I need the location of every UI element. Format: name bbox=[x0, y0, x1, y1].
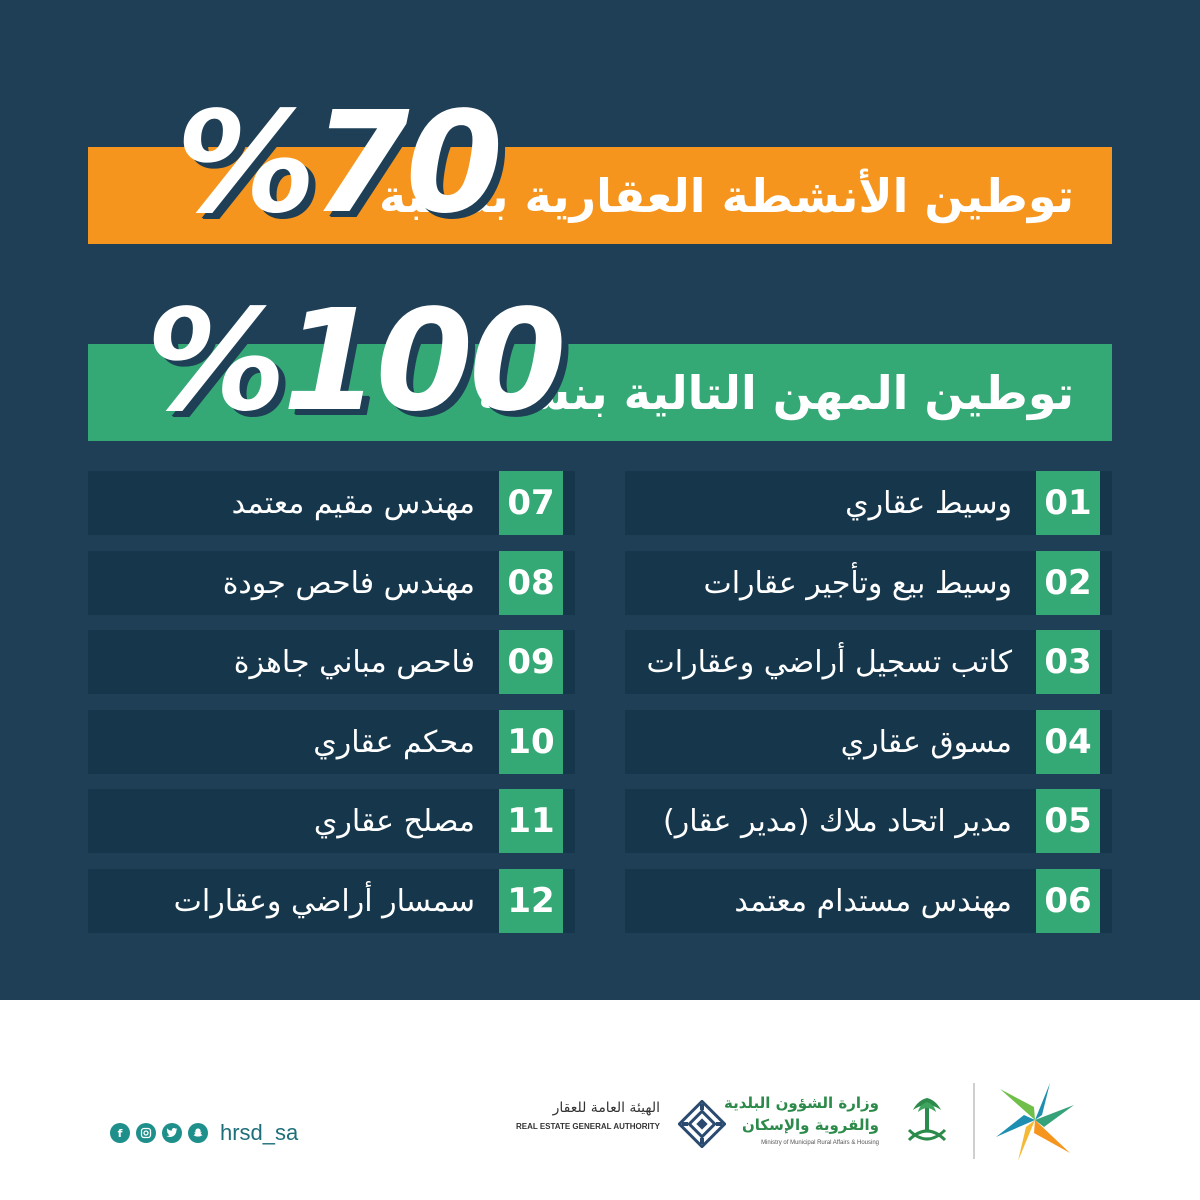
profession-number: 06 bbox=[1036, 869, 1100, 933]
profession-item bbox=[88, 710, 575, 774]
ministry-logo-block bbox=[723, 1088, 957, 1158]
rega-logo-icon bbox=[678, 1100, 726, 1148]
snapchat-icon[interactable] bbox=[188, 1123, 208, 1143]
profession-item bbox=[625, 630, 1112, 694]
social-handle[interactable]: hrsd_sa bbox=[220, 1120, 299, 1145]
profession-item bbox=[625, 789, 1112, 853]
profession-number: 12 bbox=[499, 869, 563, 933]
profession-label: مدير اتحاد ملاك (مدير عقار) bbox=[663, 803, 1012, 839]
profession-label: مسوق عقاري bbox=[840, 724, 1012, 760]
profession-label: كاتب تسجيل أراضي وعقارات bbox=[646, 644, 1012, 680]
profession-number: 11 bbox=[499, 789, 563, 853]
profession-item bbox=[88, 471, 575, 535]
twitter-icon[interactable] bbox=[162, 1123, 182, 1143]
profession-number: 01 bbox=[1036, 471, 1100, 535]
profession-item bbox=[625, 869, 1112, 933]
profession-number: 09 bbox=[499, 630, 563, 694]
profession-label: مهندس فاحص جودة bbox=[222, 565, 475, 601]
percent-70: %70 bbox=[176, 82, 500, 245]
profession-label: وسيط بيع وتأجير عقارات bbox=[703, 565, 1012, 601]
profession-number: 08 bbox=[499, 551, 563, 615]
ministry-arabic-line2: والقروية والإسكان bbox=[741, 1116, 879, 1134]
profession-number: 07 bbox=[499, 471, 563, 535]
profession-number: 10 bbox=[499, 710, 563, 774]
profession-item bbox=[88, 789, 575, 853]
facebook-icon[interactable]: f bbox=[110, 1123, 130, 1143]
profession-label: محكم عقاري bbox=[313, 724, 475, 760]
profession-number: 05 bbox=[1036, 789, 1100, 853]
ministry-arabic-line1: وزارة الشؤون البلدية bbox=[723, 1094, 879, 1112]
profession-item bbox=[625, 710, 1112, 774]
profession-label: وسيط عقاري bbox=[845, 485, 1012, 521]
saudi-emblem-icon bbox=[897, 1092, 957, 1152]
rega-arabic-name: الهيئة العامة للعقار bbox=[552, 1100, 660, 1116]
profession-item bbox=[625, 551, 1112, 615]
profession-item bbox=[625, 471, 1112, 535]
banner-activities-text: توطين الأنشطة العقارية بنسبة bbox=[378, 168, 1074, 223]
rega-english-name: REAL ESTATE GENERAL AUTHORITY bbox=[515, 1122, 660, 1131]
profession-item bbox=[88, 551, 575, 615]
profession-number: 02 bbox=[1036, 551, 1100, 615]
profession-label: مهندس مستدام معتمد bbox=[734, 883, 1012, 919]
profession-label: فاحص مباني جاهزة bbox=[233, 644, 475, 680]
banner-professions-text: توطين المهن التالية بنسبة bbox=[478, 365, 1074, 420]
profession-label: مصلح عقاري bbox=[313, 803, 475, 839]
profession-number: 03 bbox=[1036, 630, 1100, 694]
profession-item bbox=[88, 869, 575, 933]
ministry-english-name: Ministry of Municipal Rural Affairs & Housing bbox=[761, 1140, 879, 1146]
social-links bbox=[110, 1120, 298, 1146]
profession-label: مهندس مقيم معتمد bbox=[231, 485, 475, 521]
profession-label: سمسار أراضي وعقارات bbox=[173, 883, 475, 919]
profession-number: 04 bbox=[1036, 710, 1100, 774]
rega-logo-block bbox=[515, 1096, 740, 1152]
footer-divider bbox=[973, 1083, 975, 1159]
percent-100: %100 bbox=[146, 280, 563, 443]
profession-item bbox=[88, 630, 575, 694]
instagram-icon[interactable] bbox=[136, 1123, 156, 1143]
hrsd-logo-icon bbox=[990, 1075, 1080, 1165]
